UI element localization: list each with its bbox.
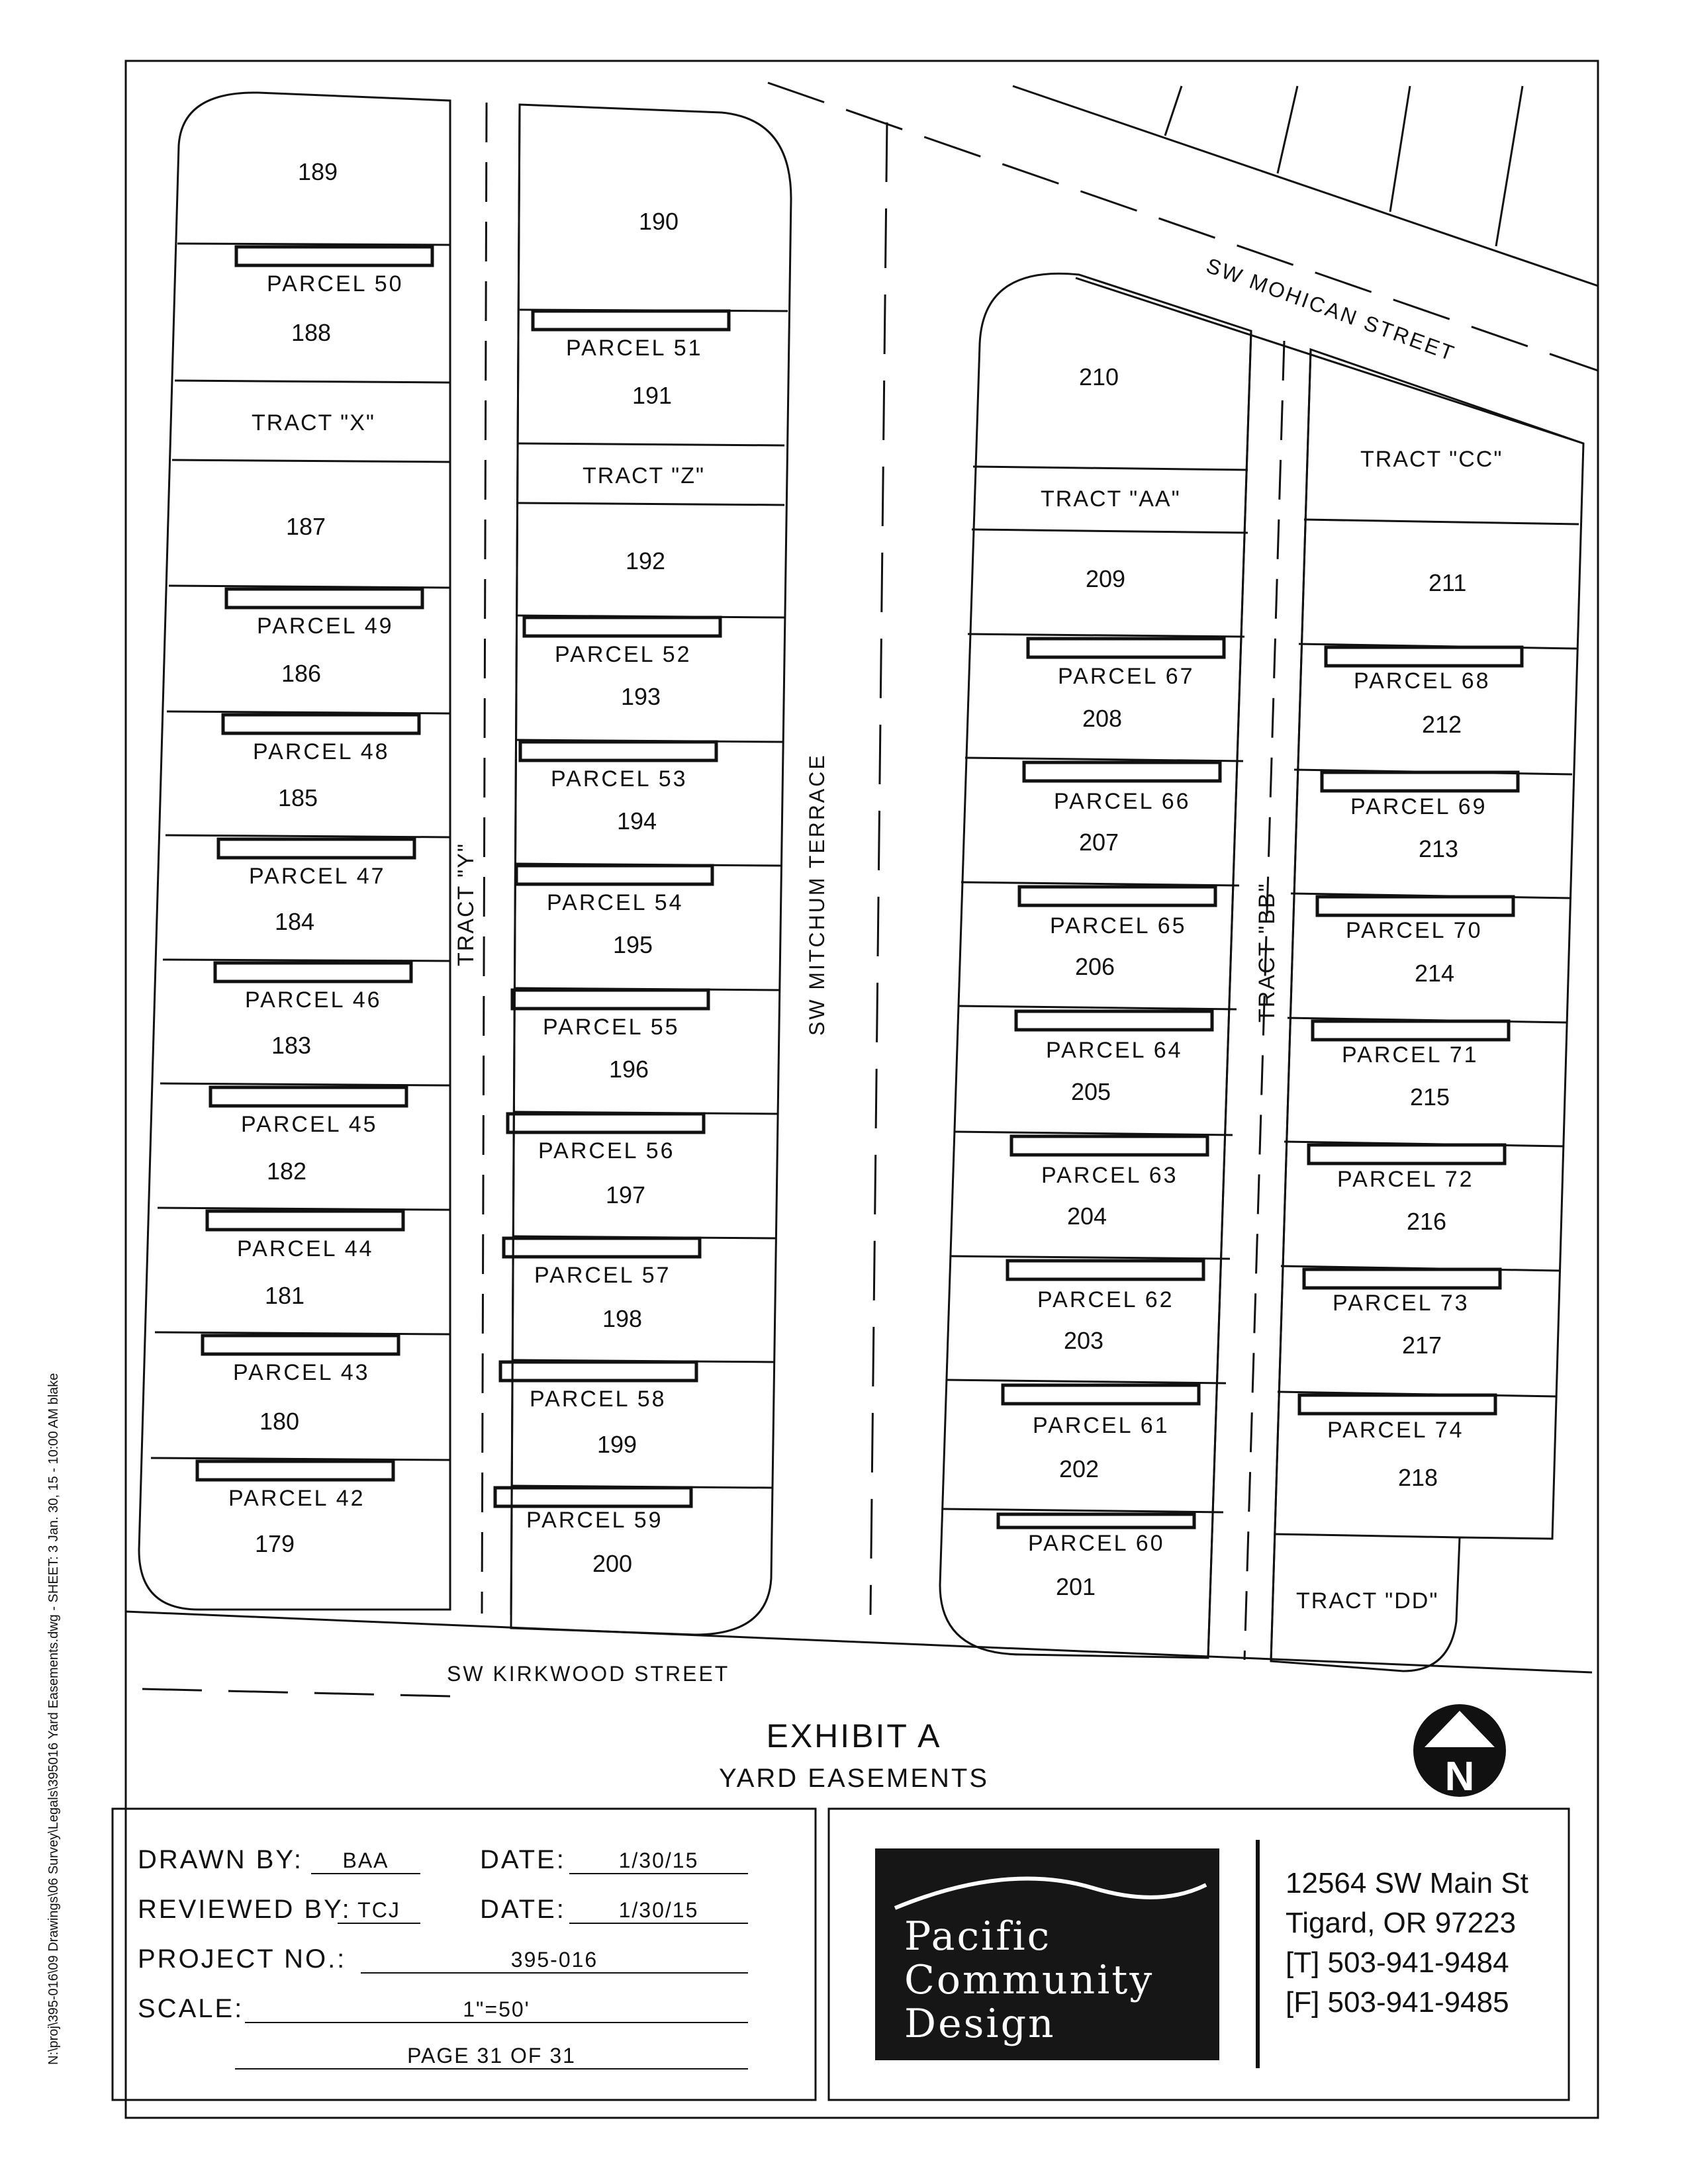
lot-label: 213 xyxy=(1419,835,1459,862)
lot-label: 205 xyxy=(1071,1078,1111,1105)
easement-parcel-73 xyxy=(1304,1269,1500,1288)
easement-parcel-68 xyxy=(1326,647,1522,666)
tract-dd-label: TRACT "DD" xyxy=(1296,1588,1439,1614)
tract-aa-label: TRACT "AA" xyxy=(1041,486,1181,512)
tract-bb-label: TRACT "BB" xyxy=(1254,882,1280,1023)
easement-parcel-70 xyxy=(1317,897,1513,915)
easement-parcel-50 xyxy=(236,247,432,265)
lot-label: 191 xyxy=(632,382,673,409)
parcel-label: PARCEL 48 xyxy=(253,739,390,764)
parcel-label: PARCEL 50 xyxy=(267,271,404,296)
lot-label: 181 xyxy=(265,1282,305,1309)
easement-parcel-43 xyxy=(203,1336,399,1354)
lot-label: 218 xyxy=(1398,1464,1438,1491)
easement-parcel-65 xyxy=(1019,887,1215,905)
mohican-street-lines xyxy=(768,83,1598,443)
project-no-value: 395-016 xyxy=(361,1948,748,1974)
easement-parcel-42 xyxy=(197,1461,393,1480)
parcel-label: PARCEL 63 xyxy=(1041,1163,1178,1188)
parcel-label: PARCEL 45 xyxy=(241,1112,378,1137)
north-arrow-icon xyxy=(1413,1704,1506,1799)
easement-parcel-59 xyxy=(495,1488,691,1506)
lot-label: 189 xyxy=(298,158,338,185)
logo-line-1: Pacific xyxy=(904,1913,1052,1960)
easement-parcel-58 xyxy=(500,1362,696,1381)
parcel-label: PARCEL 61 xyxy=(1033,1413,1170,1438)
project-no-label: PROJECT NO.: xyxy=(138,1944,347,1974)
easement-parcel-44 xyxy=(207,1211,403,1230)
easement-parcel-49 xyxy=(226,589,422,608)
lot-label: 214 xyxy=(1415,960,1455,987)
parcel-label: PARCEL 49 xyxy=(257,614,394,639)
lot-label: 186 xyxy=(281,660,322,687)
parcel-label: PARCEL 52 xyxy=(555,642,692,667)
logo-line-2: Community xyxy=(904,1957,1154,2003)
parcel-label: PARCEL 51 xyxy=(566,336,703,361)
parcel-label: PARCEL 42 xyxy=(228,1486,365,1511)
easement-parcel-62 xyxy=(1008,1261,1203,1279)
lot-label: 193 xyxy=(621,683,661,710)
lot-label: 217 xyxy=(1402,1332,1442,1359)
lot-label: 192 xyxy=(626,547,666,574)
mitchum-terrace-label: SW MITCHUM TERRACE xyxy=(805,753,829,1036)
lot-label: 188 xyxy=(291,319,332,346)
easement-parcel-63 xyxy=(1011,1136,1207,1155)
lot-label: 185 xyxy=(278,784,318,811)
tract-x-label: TRACT "X" xyxy=(252,410,375,435)
lot-label: 179 xyxy=(255,1530,295,1557)
page-number: PAGE 31 OF 31 xyxy=(235,2044,748,2070)
kirkwood-street-lines xyxy=(126,1612,1592,1696)
lot-label: 207 xyxy=(1079,829,1119,856)
parcel-label: PARCEL 44 xyxy=(237,1236,374,1261)
drawn-by-label: DRAWN BY: xyxy=(138,1845,303,1874)
lot-label: 197 xyxy=(606,1181,646,1208)
tract-cc-label: TRACT "CC" xyxy=(1360,447,1503,472)
easement-parcel-53 xyxy=(520,742,716,760)
lot-label: 206 xyxy=(1075,953,1115,980)
easement-parcel-55 xyxy=(512,990,708,1009)
easement-parcel-47 xyxy=(218,839,414,858)
parcel-label: PARCEL 58 xyxy=(530,1387,667,1412)
exhibit-subtitle: YARD EASEMENTS xyxy=(719,1764,989,1793)
block-3-lot-lines xyxy=(943,467,1248,1512)
file-path-note: N:\proj\395-016\09 Drawings\06 Survey\Legals\395016 Yard Easements.dwg - SHEET: 3 Jan. 30, 15 - 10:00 AM blake xyxy=(46,1373,61,2065)
drawn-date-label: DATE: xyxy=(480,1845,566,1874)
lot-label: 204 xyxy=(1067,1203,1107,1230)
reviewed-date-label: DATE: xyxy=(480,1895,566,1924)
mohican-street-label: SW MOHICAN STREET xyxy=(1203,253,1459,366)
drawn-date-value: 1/30/15 xyxy=(569,1848,748,1874)
address-line-2: Tigard, OR 97223 xyxy=(1286,1907,1517,1939)
drawn-by-value: BAA xyxy=(311,1848,420,1874)
mitchum-terrace-lines xyxy=(870,122,887,1615)
parcel-label: PARCEL 47 xyxy=(249,864,386,889)
lot-label: 182 xyxy=(267,1158,307,1185)
lot-label: 203 xyxy=(1064,1327,1104,1354)
lot-label: 215 xyxy=(1410,1083,1450,1111)
block-2-labels xyxy=(526,208,706,1577)
parcel-label: PARCEL 55 xyxy=(543,1015,680,1040)
easement-parcel-69 xyxy=(1322,772,1518,791)
easement-parcel-67 xyxy=(1028,639,1224,657)
parcel-label: PARCEL 57 xyxy=(534,1263,671,1288)
logo-line-3: Design xyxy=(904,2001,1056,2047)
easement-parcel-51 xyxy=(533,311,729,330)
reviewed-by-label: REVIEWED BY: xyxy=(138,1895,352,1924)
parcel-label: PARCEL 65 xyxy=(1050,913,1187,938)
reviewed-by-value: TCJ xyxy=(338,1898,420,1924)
parcel-label: PARCEL 56 xyxy=(538,1138,675,1163)
lot-label: 202 xyxy=(1059,1455,1100,1482)
easement-parcel-66 xyxy=(1024,762,1220,781)
parcel-label: PARCEL 70 xyxy=(1346,918,1483,943)
parcel-label: PARCEL 60 xyxy=(1028,1531,1165,1556)
easement-parcel-52 xyxy=(524,617,720,636)
company-block xyxy=(829,1809,1569,2100)
easement-parcel-61 xyxy=(1003,1385,1199,1404)
parcel-label: PARCEL 71 xyxy=(1342,1042,1479,1068)
easement-parcel-48 xyxy=(223,715,419,733)
lot-label: 195 xyxy=(613,931,653,958)
tract-y-label: TRACT "Y" xyxy=(453,842,479,966)
easement-parcel-72 xyxy=(1309,1145,1505,1163)
lot-label: 199 xyxy=(597,1431,637,1458)
lot-label: 210 xyxy=(1079,363,1119,390)
lot-label: 208 xyxy=(1082,705,1123,732)
easement-parcel-57 xyxy=(504,1238,700,1257)
lot-label: 190 xyxy=(639,208,679,235)
parcel-label: PARCEL 66 xyxy=(1054,789,1191,814)
easement-parcel-54 xyxy=(516,866,712,884)
lot-label: 183 xyxy=(271,1032,312,1059)
parcel-label: PARCEL 46 xyxy=(245,987,382,1013)
address-line-1: 12564 SW Main St xyxy=(1286,1867,1528,1899)
north-letter: N xyxy=(1444,1754,1475,1799)
kirkwood-street-label: SW KIRKWOOD STREET xyxy=(447,1662,730,1686)
lot-label: 187 xyxy=(286,513,326,540)
parcel-label: PARCEL 69 xyxy=(1350,794,1487,819)
parcel-label: PARCEL 72 xyxy=(1337,1167,1474,1192)
lot-label: 200 xyxy=(592,1550,633,1577)
lot-label: 209 xyxy=(1086,565,1126,592)
title-block xyxy=(113,1809,816,2100)
lot-label: 184 xyxy=(275,908,315,935)
fax-number: [F] 503-941-9485 xyxy=(1286,1986,1509,2019)
easement-parcel-56 xyxy=(508,1114,704,1132)
parcel-label: PARCEL 62 xyxy=(1037,1287,1174,1312)
easement-parcel-45 xyxy=(211,1087,406,1106)
lot-label: 194 xyxy=(617,807,657,835)
easement-parcel-74 xyxy=(1299,1395,1495,1414)
easement-parcel-60 xyxy=(998,1514,1194,1527)
easements-block-3 xyxy=(998,639,1224,1527)
lot-label: 198 xyxy=(602,1305,643,1332)
parcel-label: PARCEL 43 xyxy=(233,1360,370,1385)
lot-label: 216 xyxy=(1407,1208,1447,1235)
lot-label: 180 xyxy=(259,1408,300,1435)
block-3-labels xyxy=(1028,363,1195,1600)
scale-label: SCALE: xyxy=(138,1994,244,2023)
parcel-label: PARCEL 64 xyxy=(1046,1038,1183,1063)
parcel-label: PARCEL 53 xyxy=(551,766,688,792)
scale-value: 1"=50' xyxy=(245,1997,748,2023)
reviewed-date-value: 1/30/15 xyxy=(569,1898,748,1924)
easement-parcel-64 xyxy=(1016,1011,1212,1030)
lot-label: 212 xyxy=(1422,711,1462,738)
tract-z-label: TRACT "Z" xyxy=(583,463,706,488)
parcel-label: PARCEL 54 xyxy=(547,890,684,915)
parcel-label: PARCEL 59 xyxy=(526,1508,663,1533)
parcel-label: PARCEL 73 xyxy=(1333,1291,1470,1316)
parcel-label: PARCEL 67 xyxy=(1058,664,1195,689)
drawn-by-row xyxy=(138,1845,303,1875)
phone-number: [T] 503-941-9484 xyxy=(1286,1946,1509,1979)
block-4-labels xyxy=(1327,569,1491,1491)
parcel-label: PARCEL 68 xyxy=(1354,668,1491,694)
lot-label: 201 xyxy=(1056,1573,1096,1600)
lot-label: 196 xyxy=(609,1056,649,1083)
exhibit-title: EXHIBIT A xyxy=(766,1717,942,1754)
easement-parcel-46 xyxy=(215,963,411,981)
parcel-label: PARCEL 74 xyxy=(1327,1418,1464,1443)
easement-parcel-71 xyxy=(1313,1021,1509,1040)
company-logo xyxy=(875,1848,1219,2060)
lot-label: 211 xyxy=(1429,569,1467,596)
